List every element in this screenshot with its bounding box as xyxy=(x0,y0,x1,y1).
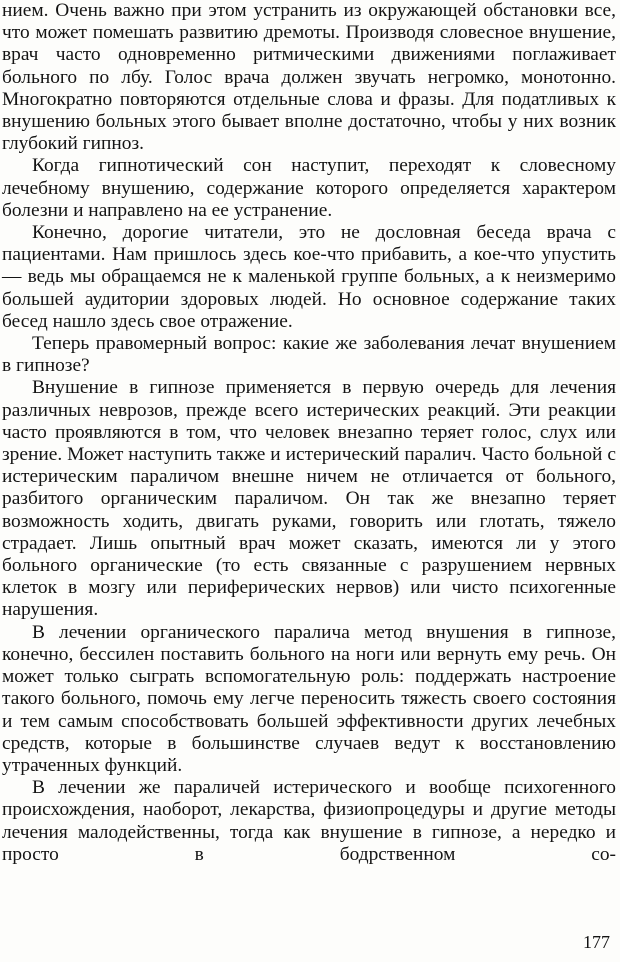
paragraph-4: Теперь правомерный вопрос: какие же заболевания лечат внушением в гипнозе? xyxy=(2,333,616,377)
paragraph-7: В лечении же параличей истерического и вообще психогенного происхождения, наоборот, лекарства, физиопроцедуры и другие методы лечения малодейственны, тогда как внушение в гипнозе, а нередко и просто в бодрственном со- xyxy=(2,777,616,865)
page-body-text xyxy=(2,0,616,866)
paragraph-6: В лечении органического паралича метод внушения в гипнозе, конечно, бессилен поставить больного на ноги или вернуть ему речь. Он может только сыграть вспомогательную роль: поддержать настроение такого больного, помочь ему легче переносить тяжесть своего состояния и тем самым способствовать большей эффективности других лечебных средств, которые в большинстве случаев ведут к восстановлению утраченных функций. xyxy=(2,621,616,776)
paragraph-1: нием. Очень важно при этом устранить из окружающей обстановки все, что может помешать развитию дремоты. Производя словесное внушение, врач часто одновременно ритмическими движениями поглаживает больного по лбу. Голос врача должен звучать негромко, монотонно. Многократно повторяются отдельные слова и фразы. Для податливых к внушению больных этого бывает вполне достаточно, чтобы у них возник глубокий гипноз. xyxy=(2,0,616,155)
page-number: 177 xyxy=(583,932,610,952)
paragraph-2: Когда гипнотический сон наступит, переходят к словесному лечебному внушению, содержание которого определяется характером болезни и направлено на ее устранение. xyxy=(2,155,616,221)
paragraph-3: Конечно, дорогие читатели, это не дословная беседа врача с пациентами. Нам пришлось здесь кое-что прибавить, а кое-что упустить — ведь мы обращаемся не к маленькой группе больных, а к неизмеримо большей аудитории здоровых людей. Но основное содержание таких бесед нашло здесь свое отражение. xyxy=(2,222,616,332)
paragraph-5: Внушение в гипнозе применяется в первую очередь для лечения различных неврозов, прежде всего истерических реакций. Эти реакции часто проявляются в том, что человек внезапно теряет голос, слух или зрение. Может наступить также и истерический паралич. Часто больной с истерическим параличом внешне ничем не отличается от больного, разбитого органическим параличом. Он так же внезапно теряет возможность ходить, двигать руками, говорить или глотать, тяжело страдает. Лишь опытный врач может сказать, имеются ли у этого больного органические (то есть связанные с разрушением нервных клеток в мозгу или периферических нервов) или чисто психогенные нарушения. xyxy=(2,377,616,621)
